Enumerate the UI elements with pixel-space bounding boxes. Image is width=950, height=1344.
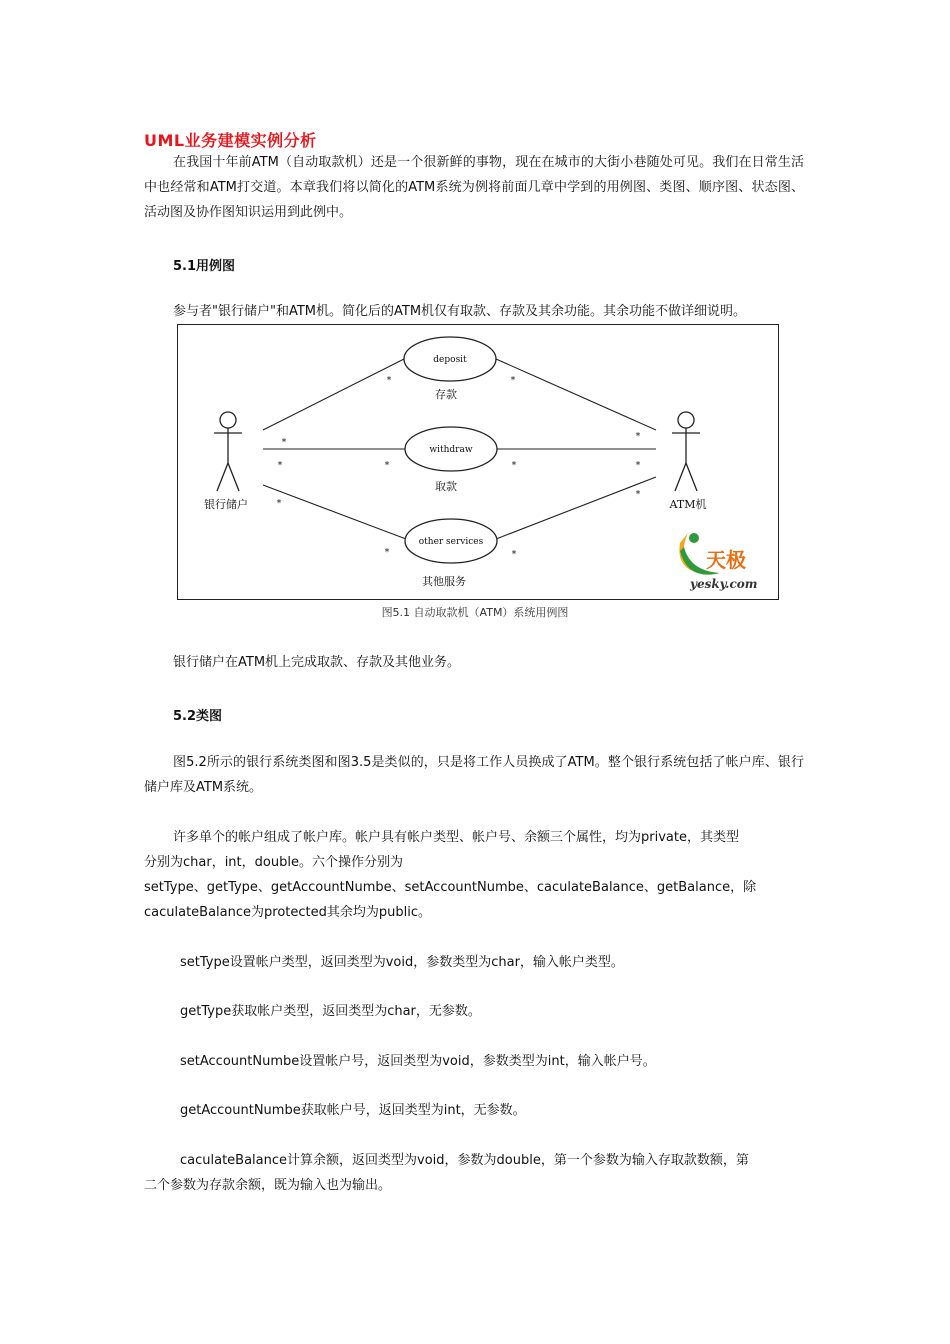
section-5-1-paragraph: 参与者"银行储户"和ATM机。简化后的ATM机仅有取款、存款及其余功能。其余功能不做详细说明。 xyxy=(173,304,747,319)
usecase-deposit-label: 存款 xyxy=(435,388,457,401)
usecase-withdraw-label: 取款 xyxy=(435,480,457,493)
section-5-1-heading: 5.1用例图 xyxy=(173,259,236,274)
mult-11: * xyxy=(384,548,390,558)
after-figure-paragraph: 银行储户在ATM机上完成取款、存款及其他业务。 xyxy=(173,655,461,670)
op-caculatebalance-line-1: caculateBalance计算余额，返回类型为void，参数为double，第一个参数为输入存取款数额，第 xyxy=(180,1153,749,1168)
yesky-watermark xyxy=(679,533,757,591)
op-settype: setType设置帐户类型，返回类型为void，参数类型为char，输入帐户类型。 xyxy=(180,955,624,970)
actor-left-label: 银行储户 xyxy=(204,498,248,511)
actor-right-label: ATM机 xyxy=(669,498,707,511)
mult-10: * xyxy=(635,490,641,500)
usecase-withdraw-name: withdraw xyxy=(429,445,473,455)
assoc-actor-other xyxy=(263,485,406,539)
mult-2: * xyxy=(510,376,516,386)
op-gettype: getType获取帐户类型，返回类型为char，无参数。 xyxy=(180,1004,481,1019)
mult-6: * xyxy=(384,461,390,471)
usecase-other-label: 其他服务 xyxy=(422,575,466,588)
actor-right-figure xyxy=(672,412,700,491)
section-5-2-paragraph-2-line-4: caculateBalance为protected其余均为public。 xyxy=(144,905,431,920)
usecase-other-name: other services xyxy=(418,537,484,547)
mult-9: * xyxy=(276,499,282,509)
figure-caption: 图5.1 自动取款机（ATM）系统用例图 xyxy=(381,606,569,619)
assoc-deposit-atm xyxy=(496,359,656,430)
use-case-diagram xyxy=(177,324,779,600)
watermark-en: yesky.com xyxy=(690,577,758,591)
mult-5: * xyxy=(277,461,283,471)
mult-12: * xyxy=(511,550,517,560)
intro-paragraph: 在我国十年前ATM（自动取款机）还是一个很新鲜的事物，现在在城市的大街小巷随处可见。我们在日常生活中也经常和ATM打交道。本章我们将以简化的ATM系统为例将前面几章中学到的用例图、类图、顺序图、状态图、活动图及协作图知识运用到此例中。 xyxy=(144,155,804,220)
usecase-deposit-name: deposit xyxy=(433,355,467,365)
assoc-other-atm xyxy=(496,477,656,539)
mult-1: * xyxy=(386,376,392,386)
section-5-2-paragraph-2-line-3: setType、getType、getAccountNumbe、setAccountNumbe、caculateBalance、getBalance，除 xyxy=(144,880,757,895)
mult-8: * xyxy=(635,461,641,471)
op-getaccountnumbe: getAccountNumbe获取帐户号，返回类型为int，无参数。 xyxy=(180,1103,526,1118)
document-title: UML业务建模实例分析 xyxy=(144,131,317,150)
section-5-2-paragraph-1: 图5.2所示的银行系统类图和图3.5是类似的，只是将工作人员换成了ATM。整个银行系统包括了帐户库、银行储户库及ATM系统。 xyxy=(144,755,804,795)
mult-4: * xyxy=(635,432,641,442)
op-setaccountnumbe: setAccountNumbe设置帐户号，返回类型为void，参数类型为int，输入帐户号。 xyxy=(180,1054,656,1069)
assoc-actor-deposit xyxy=(263,359,404,430)
actor-left-figure xyxy=(214,412,242,491)
section-5-2-paragraph-2-line-2: 分别为char，int，double。六个操作分别为 xyxy=(144,855,403,870)
mult-3: * xyxy=(281,438,287,448)
op-caculatebalance-line-2: 二个参数为存款余额，既为输入也为输出。 xyxy=(144,1178,392,1193)
mult-7: * xyxy=(511,461,517,471)
section-5-2-paragraph-2-line-1: 许多单个的帐户组成了帐户库。帐户具有帐户类型、帐户号、余额三个属性，均为private，其类型 xyxy=(173,830,739,845)
section-5-2-heading: 5.2类图 xyxy=(173,709,223,724)
watermark-cn: 天极 xyxy=(706,548,746,572)
